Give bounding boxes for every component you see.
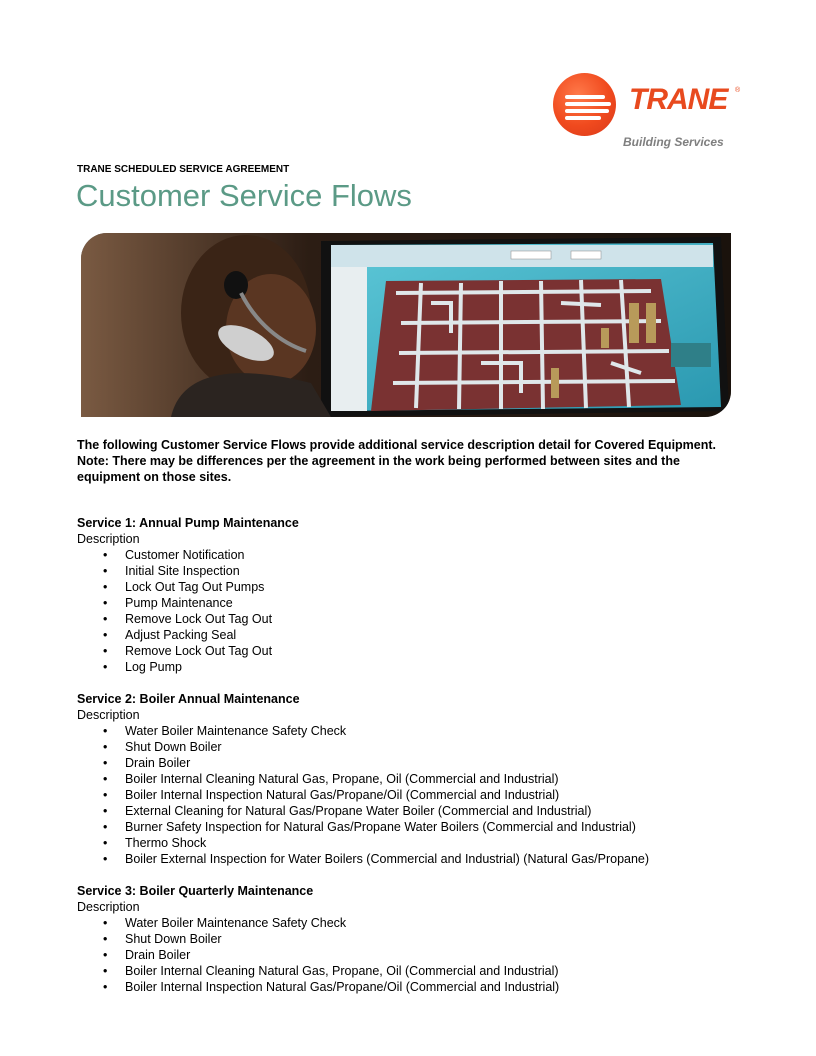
intro-note: Note: There may be differences per the agreement in the work being performed between sites and the equipment on those sites. [77,454,680,484]
list-item: • Burner Safety Inspection for Natural Gas/Propane Water Boilers (Commercial and Industrial) [77,819,757,835]
list-item: • Boiler Internal Cleaning Natural Gas, Propane, Oil (Commercial and Industrial) [77,963,757,979]
list-item: • Boiler Internal Inspection Natural Gas/Propane/Oil (Commercial and Industrial) [77,787,757,803]
service-list [77,547,757,675]
logo-wordmark: TRANE [629,83,728,116]
section-subheading: Description [77,900,140,914]
logo-stripe [565,95,605,99]
list-item: • Lock Out Tag Out Pumps [77,579,757,595]
logo-stripe [565,109,609,113]
list-item: • Water Boiler Maintenance Safety Check [77,723,757,739]
list-item: • Log Pump [77,659,757,675]
service-list [77,723,757,867]
list-item: • Water Boiler Maintenance Safety Check [77,915,757,931]
section-subheading: Description [77,532,140,546]
section-heading: Service 2: Boiler Annual Maintenance [77,692,300,706]
section-heading: Service 1: Annual Pump Maintenance [77,516,299,530]
hero-image [81,233,731,417]
list-item: • Boiler Internal Cleaning Natural Gas, Propane, Oil (Commercial and Industrial) [77,771,757,787]
trane-circle-icon [553,73,616,136]
logo-registered-mark: ® [735,87,741,94]
list-item: • Remove Lock Out Tag Out [77,611,757,627]
page-title: Customer Service Flows [76,178,412,213]
list-item: • Remove Lock Out Tag Out [77,643,757,659]
list-item: • Initial Site Inspection [77,563,757,579]
list-item: • Shut Down Boiler [77,739,757,755]
trane-logo [553,73,743,153]
document-kicker: TRANE SCHEDULED SERVICE AGREEMENT [77,164,290,175]
section-heading: Service 3: Boiler Quarterly Maintenance [77,884,314,898]
list-item: • Customer Notification [77,547,757,563]
list-item: • Boiler Internal Inspection Natural Gas/Propane/Oil (Commercial and Industrial) [77,979,757,995]
list-item: • Drain Boiler [77,947,757,963]
list-item: • Pump Maintenance [77,595,757,611]
logo-stripe [565,116,601,120]
list-item: • Adjust Packing Seal [77,627,757,643]
list-item: • Shut Down Boiler [77,931,757,947]
logo-subtitle: Building Services [623,135,724,149]
list-item: • Boiler External Inspection for Water Boilers (Commercial and Industrial) (Natural Gas/Propane) [77,851,757,867]
service-list [77,915,757,995]
intro-paragraph: The following Customer Service Flows provide additional service description detail for Covered Equipment. [77,438,717,452]
intro-text [77,437,737,485]
service-section-2 [77,691,757,867]
operator-monitor-illustration [81,233,731,417]
service-section-1 [77,515,757,675]
logo-stripe [565,102,611,106]
list-item: • Thermo Shock [77,835,757,851]
list-item: • Drain Boiler [77,755,757,771]
service-section-3 [77,883,757,995]
section-subheading: Description [77,708,140,722]
list-item: • External Cleaning for Natural Gas/Propane Water Boiler (Commercial and Industrial) [77,803,757,819]
